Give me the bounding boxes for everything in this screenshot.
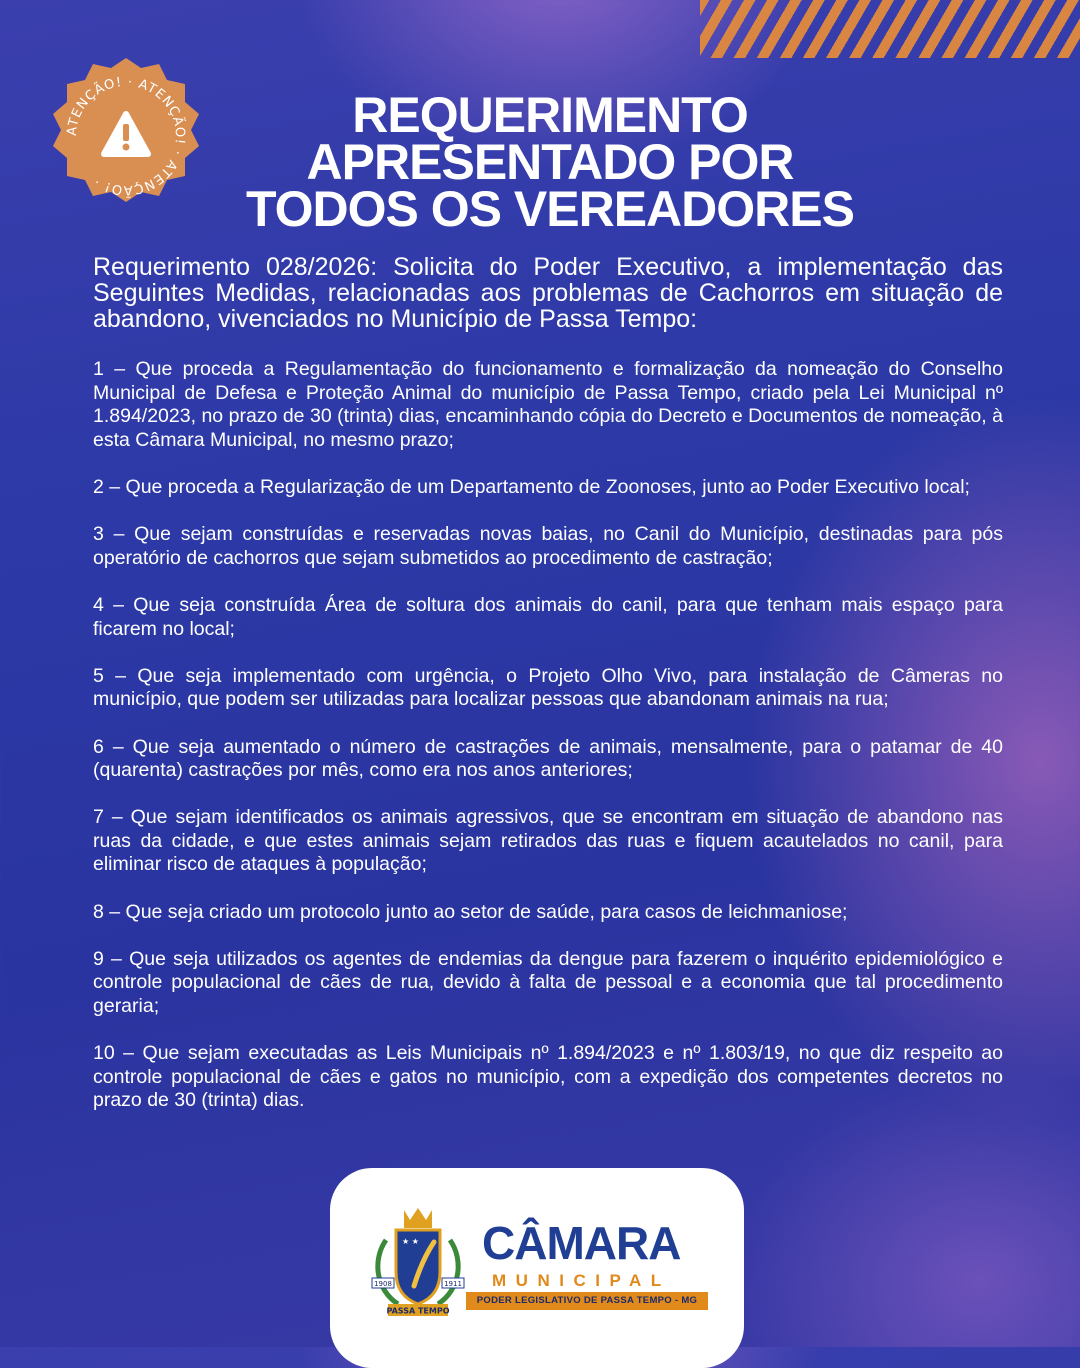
- emblem-year-left: 1908: [374, 1280, 392, 1288]
- list-item: 3 – Que sejam construídas e reservadas novas baias, no Canil do Município, destinadas para pós operatório de cachorros que sejam submetidos ao procedimento de castração;: [93, 523, 1003, 569]
- logo-name: CÂMARA: [482, 1217, 681, 1269]
- list-item: 6 – Que seja aumentado o número de castrações de animais, mensalmente, para o patamar de 40 (quarenta) castrações por mês, como era nos anos anteriores;: [93, 735, 1003, 782]
- list-item: 9 – Que seja utilizados os agentes de endemias da dengue para fazerem o inquérito epidemiológico e controle populacional de cães de rua, devido à falta de pessoal e a economia que tal procedimento geraria;: [93, 947, 1003, 1018]
- page-title: [150, 87, 950, 237]
- emblem-year-right: 1911: [444, 1280, 462, 1288]
- list-item: 2 – Que proceda a Regularização de um Departamento de Zoonoses, junto ao Poder Executivo local;: [93, 475, 970, 498]
- decorative-stripes: [700, 0, 1080, 58]
- list-item: 7 – Que sejam identificados os animais agressivos, que se encontram em situação de abandono nas ruas da cidade, e que estes animais sejam retirados das ruas e fiquem acautelados no canil, para eliminar risco de ataques à população;: [93, 806, 1003, 876]
- logo-tagline: PODER LEGISLATIVO DE PASSA TEMPO - MG: [466, 1292, 708, 1310]
- camara-logo-card: [330, 1168, 744, 1368]
- list-item: 1 – Que proceda a Regulamentação do funcionamento e formalização da nomeação do Conselho Municipal de Defesa e Proteção Animal do município de Passa Tempo, criado pela Lei Municipal nº 1.894/2023, no prazo de 30 (trinta) dias, encaminhando cópia do Decreto e Documentos de nomeação, à esta Câmara Municipal, no mesmo prazo;: [93, 358, 1003, 451]
- title-line-3: TODOS OS VEREADORES: [246, 181, 854, 237]
- list-item: 10 – Que sejam executadas as Leis Municipais nº 1.894/2023 e nº 1.803/19, no que diz respeito ao controle populacional de cães e gatos no município, com a expedição dos competentes decretos no prazo de 30 (trinta) dias.: [93, 1042, 1003, 1112]
- emblem-banner: PASSA TEMPO: [386, 1306, 450, 1316]
- title-line-2: APRESENTADO POR: [306, 134, 794, 190]
- logo-subtitle: MUNICIPAL: [492, 1271, 671, 1290]
- request-intro: Requerimento 028/2026: Solicita do Poder Executivo, a implementação das Seguintes Medidas, relacionadas aos problemas de Cachorros em situação de abandono, vivenciados no Município de Passa Tempo:: [93, 253, 1003, 333]
- coat-of-arms-icon: [368, 1200, 468, 1320]
- list-item: 8 – Que seja criado um protocolo junto ao setor de saúde, para casos de leichmaniose;: [93, 900, 848, 923]
- svg-text:★ ★: ★ ★: [402, 1237, 419, 1246]
- list-item: 4 – Que seja construída Área de soltura dos animais do canil, para que tenham mais espaço para ficarem no local;: [93, 593, 1003, 640]
- list-item: 5 – Que seja implementado com urgência, o Projeto Olho Vivo, para instalação de Câmeras no município, que podem ser utilizadas para localizar pessoas que abandonam animais na rua;: [93, 664, 1003, 711]
- seal-ring-text: ATENÇÃO! · ATENÇÃO! · ATENÇÃO! ·: [64, 74, 188, 198]
- request-items-list: [93, 358, 1003, 1137]
- title-line-1: REQUERIMENTO: [352, 87, 748, 143]
